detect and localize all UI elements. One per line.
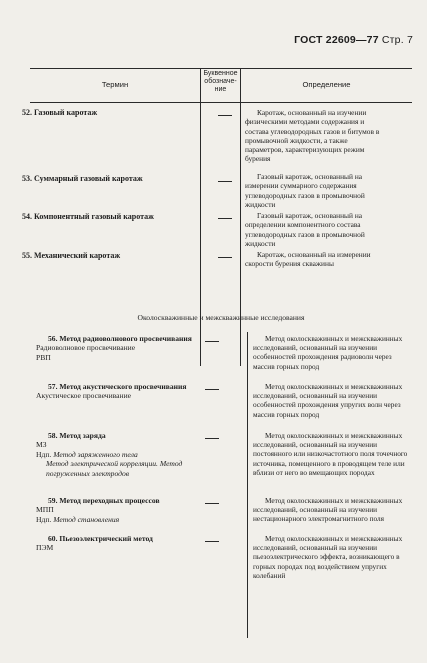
designation-dash [205,503,219,504]
designation-dash [205,438,219,439]
definition-row-58: Метод околоскважинных и межскважинных исследований, основанный на изучении постоянного или низкочастотного поля точечного источника, помещенного в проводящем теле или вблизи от него во вмещающих породах [253,431,408,477]
term-row-56: 56. Метод радиоволнового просвечивания Радиоволновое просвечивание РВП [36,334,192,362]
designation-dash [218,257,232,258]
page-header [294,34,413,46]
lower-column-divider [247,332,248,638]
term-row-55: 55. Механический каротаж [22,251,121,260]
definition-row-57: Метод околоскважинных и межскважинных исследований, основанный на изучении особенностей прохождения упругих волн через массив горных пород [253,382,403,419]
section-title: Околоскважинные и межскважинные исследования [137,313,305,322]
standard-number: ГОСТ 22609—77 [294,34,379,46]
header-definition: Определение [302,80,351,89]
definition-row-55: Каротаж, основанный на измерении скорости бурения скважины [245,250,371,269]
definition-row-60: Метод околоскважинных и межскважинных исследований, основанный на изучении пьезоэлектрического эффекта, возникающего в горных породах под воздействием упругих колебаний [253,534,403,580]
definition-row-54: Газовый каротаж, основанный на определении компонентного состава углеводородных газов в промывочной жидкости [245,211,365,248]
term-row-60: 60. Пьезоэлектрический метод ПЭМ [36,534,153,553]
header-designation: Буквенное обозначе-ние [203,70,238,93]
designation-dash [205,389,219,390]
header-term: Термин [101,80,129,89]
term-row-53: 53. Суммарный газовый каротаж [22,174,143,183]
term-row-59: 59. Метод переходных процессов МПП Ндп. Метод становления [36,496,160,524]
definition-row-59: Метод околоскважинных и межскважинных исследований, основанный на изучении нестационарного электромагнитного поля [253,496,403,524]
term-row-54: 54. Компонентный газовый каротаж [22,212,154,221]
definition-row-52: Каротаж, основанный на изучении физическими методами содержания и состава углеводородных газов и битумов в промывочной жидкости, а также параметров, характеризующих режим бурения [245,108,380,164]
designation-dash [218,181,232,182]
term-row-58: 58. Метод заряда МЗ Ндп. Метод заряженного тела Метод электрической корреляции. Метод погруженных электродов [36,431,183,478]
designation-dash [205,541,219,542]
designation-dash [205,341,219,342]
term-row-57: 57. Метод акустического просвечивания Акустическое просвечивание [36,382,187,401]
designation-dash [218,115,232,116]
term-row-52: 52. Газовый каротаж [22,108,98,117]
designation-dash [218,218,232,219]
definition-row-56: Метод околоскважинных и межскважинных исследований, основанный на изучении особенностей прохождения радиоволн через массив горных пород [253,334,403,371]
definition-row-53: Газовый каротаж, основанный на измерении суммарного содержания углеводородных газов в промывочной жидкости [245,172,365,209]
table-header-rule [30,102,412,103]
page-number: Стр. 7 [381,34,413,46]
table-top-rule [30,68,412,69]
